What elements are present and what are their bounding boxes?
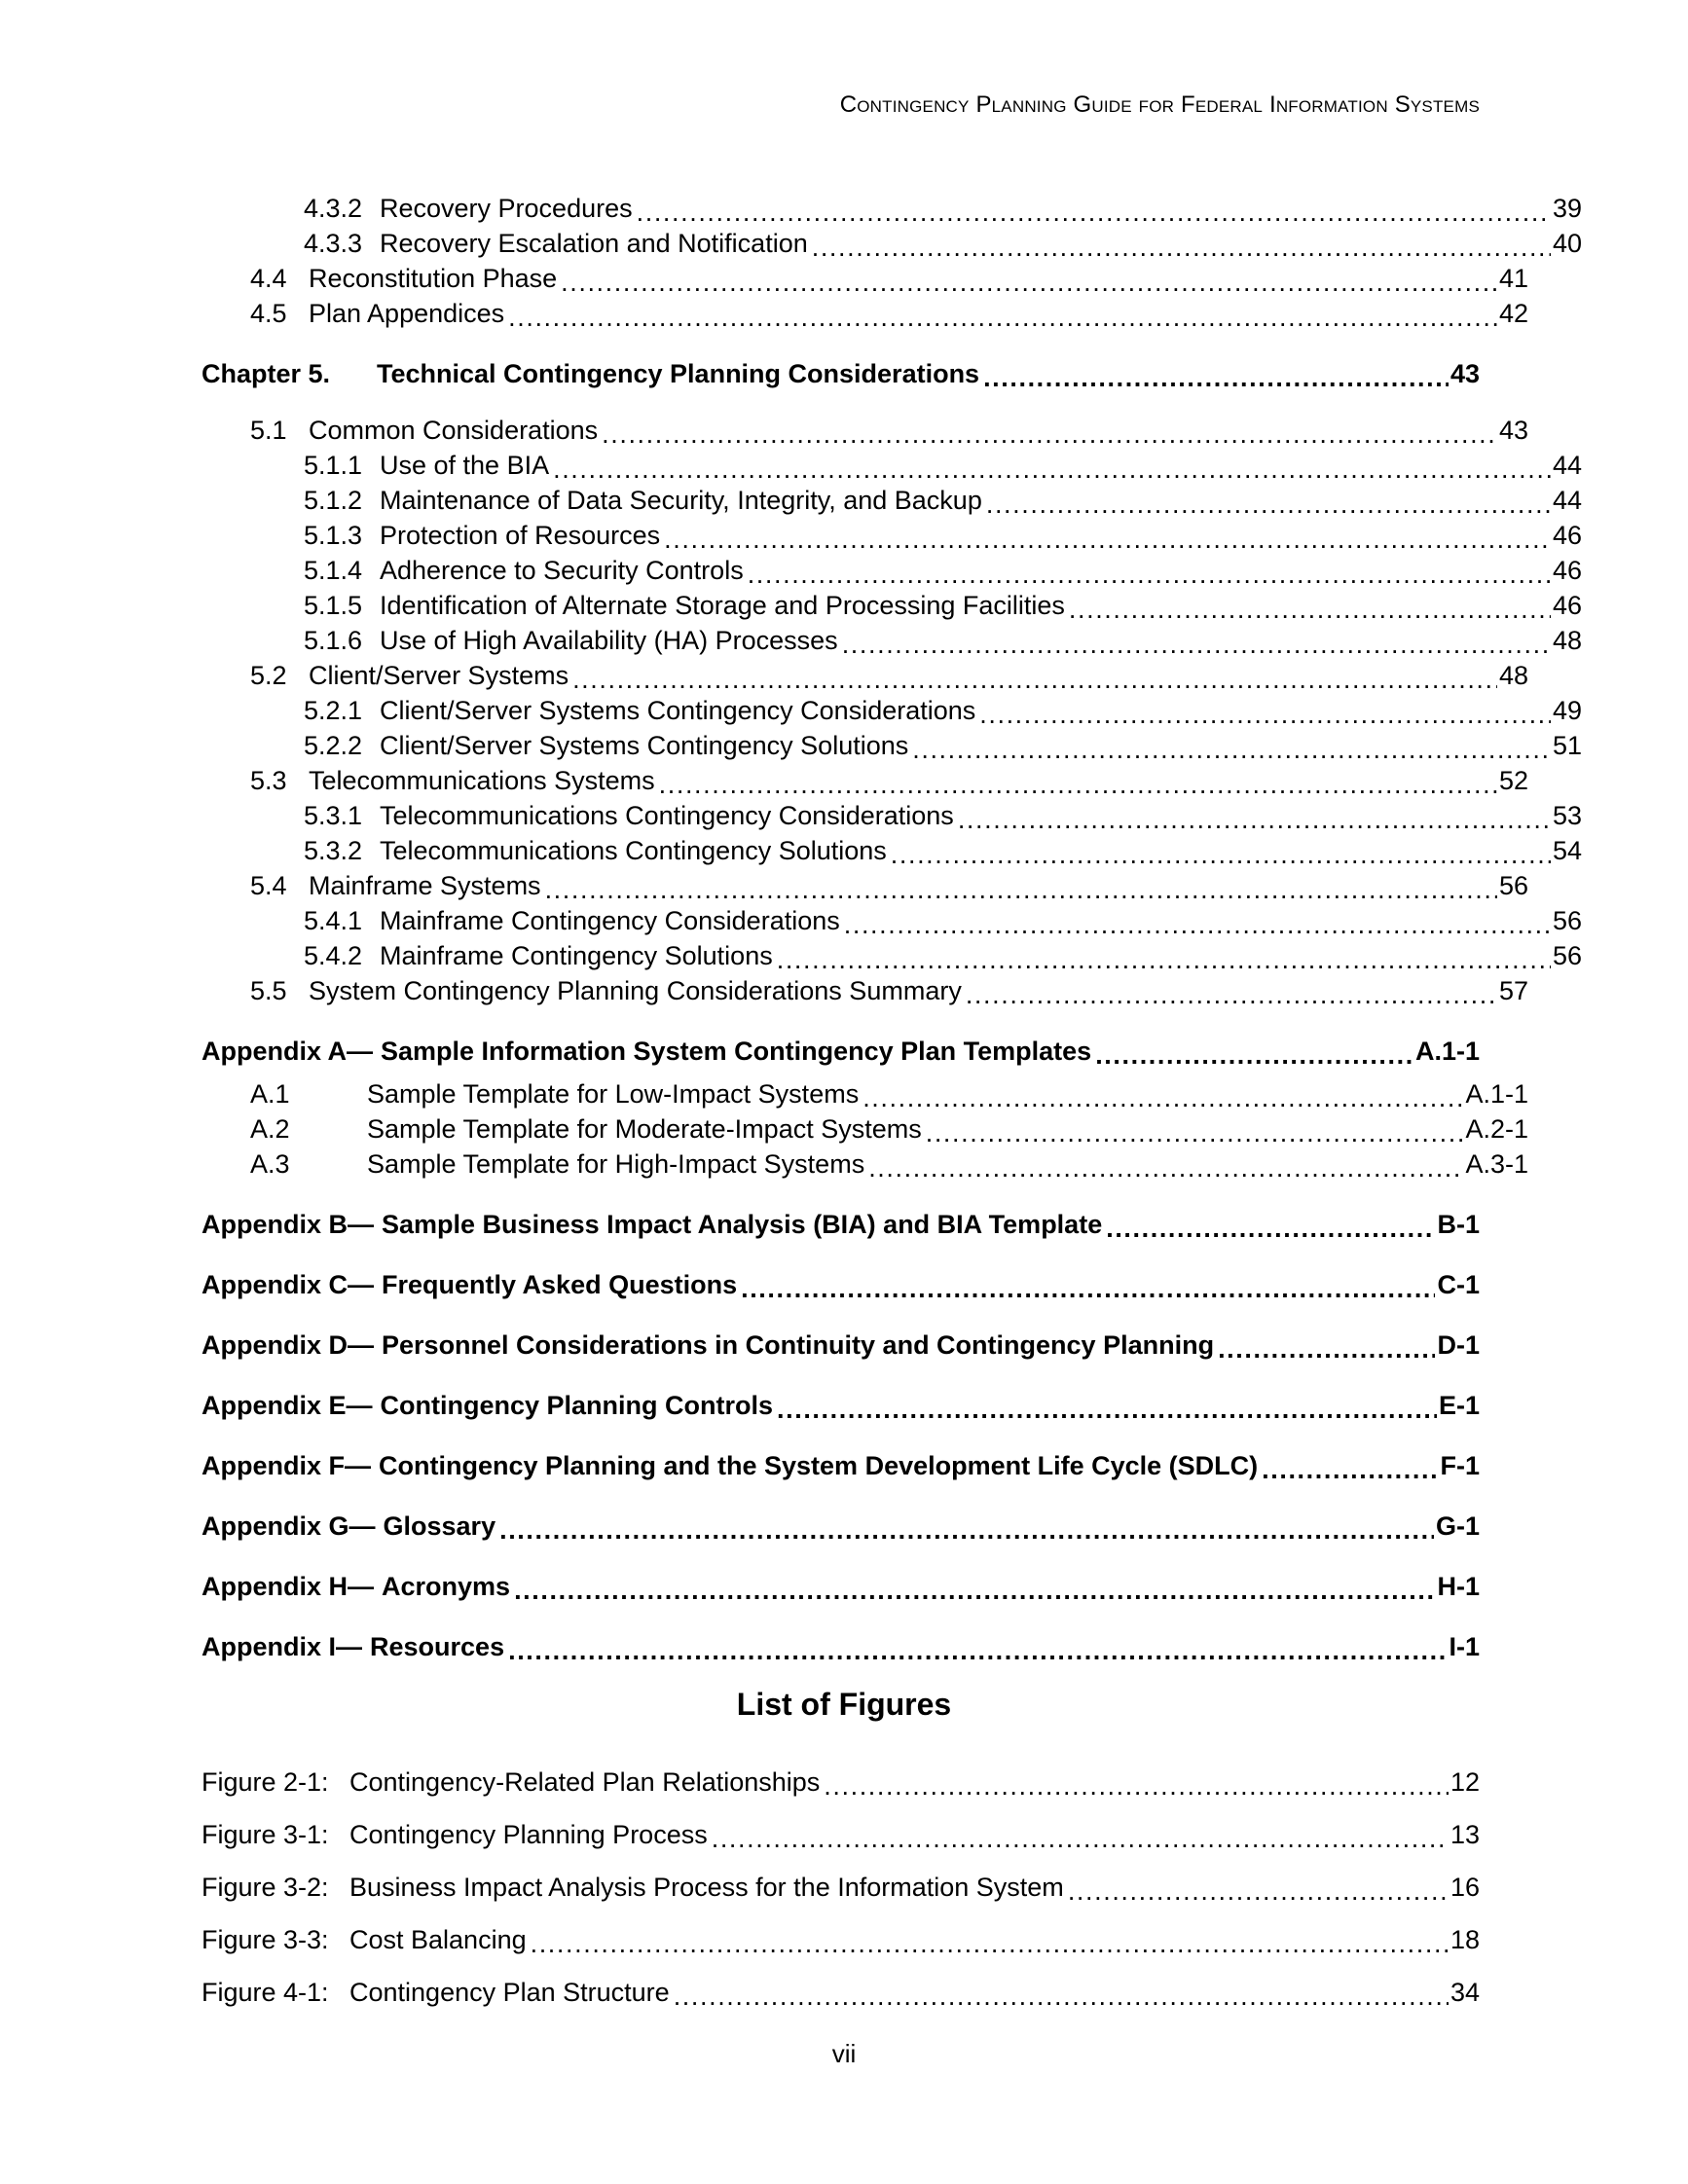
toc-entry-page-number: 48 <box>1552 626 1582 655</box>
dot-leader <box>531 1931 1449 1957</box>
toc-appendix-entry-number: Appendix E— <box>202 1391 373 1420</box>
toc-appendix-entry-title: Sample Business Impact Analysis (BIA) and BIA Template <box>382 1210 1103 1239</box>
toc-entry-page-number: 56 <box>1552 906 1582 935</box>
toc-entry-number: 5.1.3 <box>304 521 363 550</box>
toc-appendix-entry-title: Glossary <box>383 1511 496 1541</box>
toc-entry-title: Common Considerations <box>309 416 599 445</box>
toc-entry-page-number: 41 <box>1498 264 1528 293</box>
toc-appendix-entry-number: A.3 <box>250 1149 290 1179</box>
figure-entry[interactable] <box>202 1817 1480 1852</box>
toc-entry-page-number: 51 <box>1552 731 1582 760</box>
toc-entry-page-number: 43 <box>1449 359 1480 388</box>
page-number-footer: vii <box>831 2039 857 2068</box>
dot-leader <box>664 527 1551 553</box>
dot-leader <box>561 270 1497 296</box>
figure-entry[interactable] <box>202 1765 1480 1800</box>
dot-leader <box>514 1578 1435 1604</box>
toc-entry-number: 5.1.4 <box>304 556 363 585</box>
toc-entry-title: Recovery Procedures <box>380 194 633 223</box>
toc-appendix-entry-page-number: H-1 <box>1437 1572 1480 1601</box>
toc-entry-page-number: 48 <box>1498 661 1528 690</box>
dot-leader <box>891 842 1551 868</box>
dot-leader <box>958 807 1551 833</box>
toc-entry[interactable] <box>202 868 1528 903</box>
toc-entry-number: 5.3.1 <box>304 801 363 830</box>
figure-entry[interactable] <box>202 1870 1480 1905</box>
dot-leader <box>926 1120 1464 1147</box>
toc-appendix-entry[interactable] <box>202 1111 1528 1147</box>
toc-entry[interactable] <box>202 191 1582 226</box>
figure-entry-title: Contingency Planning Process <box>349 1820 708 1849</box>
dot-leader <box>1068 1878 1449 1905</box>
dot-leader <box>812 235 1551 261</box>
list-of-figures <box>202 1765 1480 2027</box>
toc-appendix-entry-number: Appendix H— <box>202 1572 375 1601</box>
dot-leader <box>986 491 1551 518</box>
toc-entry-number: 5.4.2 <box>304 941 363 970</box>
toc-appendix-entry[interactable] <box>202 1509 1480 1544</box>
toc-entry-title: Telecommunications Contingency Solutions <box>380 836 887 865</box>
toc-entry-number: 5.1 <box>250 416 287 445</box>
toc-entry-title: Protection of Resources <box>380 521 661 550</box>
toc-entry[interactable] <box>202 763 1528 798</box>
toc-entry-page-number: 40 <box>1552 229 1582 258</box>
dot-leader <box>545 877 1497 903</box>
dot-leader <box>777 1397 1437 1423</box>
toc-entry[interactable] <box>202 296 1528 331</box>
toc-entry-page-number: 39 <box>1552 194 1582 223</box>
dot-leader <box>659 772 1497 798</box>
toc-appendix-entry-number: A.1 <box>250 1079 290 1109</box>
dot-leader <box>748 562 1551 588</box>
toc-entry-title: Mainframe Contingency Solutions <box>380 941 773 970</box>
dot-leader <box>741 1276 1435 1302</box>
toc-entry-number: 5.1.5 <box>304 591 363 620</box>
toc-entry[interactable] <box>202 226 1582 261</box>
toc-appendix-entry-title: Sample Template for High-Impact Systems <box>367 1149 865 1179</box>
toc-entry-number: 5.2 <box>250 661 287 690</box>
figure-entry-number: Figure 2-1: <box>202 1767 329 1797</box>
toc-appendix-entry-page-number: F-1 <box>1440 1451 1480 1480</box>
toc-entry-title: Plan Appendices <box>309 299 505 328</box>
toc-appendix-entry-number: A.2 <box>250 1114 290 1144</box>
toc-appendix-entry[interactable] <box>202 1328 1480 1363</box>
toc-entry-number: 4.5 <box>250 299 287 328</box>
toc-entry[interactable] <box>202 728 1582 763</box>
toc-entry-title: System Contingency Planning Considerations Summary <box>309 976 962 1005</box>
running-header: Contingency Planning Guide for Federal Information Systems <box>839 91 1480 118</box>
dot-leader <box>979 702 1551 728</box>
toc-entry-page-number: 46 <box>1552 591 1582 620</box>
toc-appendix-entry[interactable] <box>202 1034 1480 1069</box>
toc-entry-title: Adherence to Security Controls <box>380 556 744 585</box>
dot-leader <box>862 1085 1463 1111</box>
dot-leader <box>1095 1042 1413 1069</box>
toc-entry-number: 5.3 <box>250 766 287 795</box>
toc-appendix-entry-title: Contingency Planning Controls <box>380 1391 774 1420</box>
toc-entry-page-number: 52 <box>1498 766 1528 795</box>
dot-leader <box>1106 1216 1435 1242</box>
toc-entry[interactable] <box>202 261 1528 296</box>
dot-leader <box>868 1155 1463 1182</box>
table-of-contents <box>202 191 1582 1664</box>
toc-appendix-entry-page-number: G-1 <box>1435 1511 1480 1541</box>
toc-entry-title: Telecommunications Contingency Considerations <box>380 801 954 830</box>
toc-appendix-entry-page-number: I-1 <box>1449 1632 1480 1661</box>
figure-entry-title: Business Impact Analysis Process for the Information System <box>349 1873 1064 1902</box>
figure-entry-number: Figure 3-3: <box>202 1925 329 1954</box>
toc-entry-title: Identification of Alternate Storage and Processing Facilities <box>380 591 1065 620</box>
toc-appendix-entry-number: Appendix A— <box>202 1037 374 1066</box>
toc-entry-number: 5.4.1 <box>304 906 363 935</box>
toc-entry[interactable] <box>202 623 1582 658</box>
dot-leader <box>572 667 1497 693</box>
toc-appendix-entry-title: Frequently Asked Questions <box>382 1270 738 1299</box>
toc-appendix-entry-number: Appendix D— <box>202 1330 375 1360</box>
toc-appendix-entry-page-number: A.3-1 <box>1465 1149 1528 1179</box>
toc-entry-number: 4.3.2 <box>304 194 363 223</box>
toc-entry-number: 5.2.2 <box>304 731 363 760</box>
toc-appendix-entry[interactable] <box>202 1147 1528 1182</box>
toc-entry-title: Mainframe Contingency Considerations <box>380 906 840 935</box>
figure-entry-page-number: 13 <box>1449 1820 1480 1849</box>
toc-entry-number: 5.1.2 <box>304 486 363 515</box>
toc-appendix-entry[interactable] <box>202 1629 1480 1664</box>
toc-appendix-entry[interactable] <box>202 1076 1528 1111</box>
figure-entry-page-number: 16 <box>1449 1873 1480 1902</box>
toc-appendix-entry-page-number: A.1-1 <box>1414 1037 1480 1066</box>
toc-appendix-entry-page-number: D-1 <box>1437 1330 1480 1360</box>
toc-entry-number: 4.4 <box>250 264 287 293</box>
toc-appendix-entry-title: Sample Template for Moderate-Impact Systems <box>367 1114 922 1144</box>
toc-entry-number: 5.2.1 <box>304 696 363 725</box>
toc-entry-page-number: 56 <box>1498 871 1528 900</box>
toc-entry-number: Chapter 5. <box>202 359 331 388</box>
dot-leader <box>1262 1457 1438 1483</box>
toc-entry-title: Maintenance of Data Security, Integrity, and Backup <box>380 486 982 515</box>
toc-appendix-entry-page-number: E-1 <box>1438 1391 1480 1420</box>
figure-entry-page-number: 12 <box>1449 1767 1480 1797</box>
toc-appendix-entry[interactable] <box>202 1569 1480 1604</box>
dot-leader <box>777 947 1551 973</box>
figure-entry-title: Cost Balancing <box>349 1925 527 1954</box>
toc-entry-title: Technical Contingency Planning Considerations <box>377 359 980 388</box>
figure-entry-page-number: 18 <box>1449 1925 1480 1954</box>
dot-leader <box>508 1638 1447 1664</box>
toc-appendix-entry-number: Appendix F— <box>202 1451 371 1480</box>
toc-entry[interactable] <box>202 903 1582 938</box>
list-of-figures-heading: List of Figures <box>736 1687 952 1722</box>
toc-entry-page-number: 53 <box>1552 801 1582 830</box>
toc-entry-title: Use of High Availability (HA) Processes <box>380 626 838 655</box>
toc-appendix-entry-title: Sample Template for Low-Impact Systems <box>367 1079 860 1109</box>
dot-leader <box>844 912 1551 938</box>
dot-leader <box>674 1984 1449 2010</box>
toc-entry-number: 5.3.2 <box>304 836 363 865</box>
toc-entry[interactable] <box>202 938 1582 973</box>
toc-entry[interactable] <box>202 483 1582 518</box>
toc-entry[interactable] <box>202 973 1528 1008</box>
toc-entry-page-number: 54 <box>1552 836 1582 865</box>
figure-entry-title: Contingency Plan Structure <box>349 1978 670 2007</box>
toc-entry[interactable] <box>202 448 1582 483</box>
dot-leader <box>553 456 1551 483</box>
dot-leader <box>912 737 1551 763</box>
toc-appendix-entry-title: Acronyms <box>382 1572 511 1601</box>
toc-appendix-entry[interactable] <box>202 1267 1480 1302</box>
dot-leader <box>508 305 1497 331</box>
toc-appendix-entry[interactable] <box>202 1448 1480 1483</box>
figure-entry-number: Figure 3-1: <box>202 1820 329 1849</box>
figure-entry-number: Figure 4-1: <box>202 1978 329 2007</box>
toc-appendix-entry-title: Sample Information System Contingency Plan Templates <box>381 1037 1092 1066</box>
dot-leader <box>1218 1336 1435 1363</box>
figure-entry[interactable] <box>202 1975 1480 2010</box>
toc-appendix-entry-number: Appendix B— <box>202 1210 375 1239</box>
toc-entry-page-number: 56 <box>1552 941 1582 970</box>
toc-entry-page-number: 49 <box>1552 696 1582 725</box>
toc-entry-title: Reconstitution Phase <box>309 264 558 293</box>
toc-entry[interactable] <box>202 356 1480 391</box>
dot-leader <box>637 200 1551 226</box>
toc-appendix-entry-title: Resources <box>370 1632 505 1661</box>
dot-leader <box>1069 597 1551 623</box>
dot-leader <box>966 982 1497 1008</box>
toc-entry-page-number: 57 <box>1498 976 1528 1005</box>
toc-appendix-entry-number: Appendix C— <box>202 1270 375 1299</box>
toc-entry-title: Telecommunications Systems <box>309 766 655 795</box>
toc-appendix-entry-page-number: C-1 <box>1437 1270 1480 1299</box>
toc-entry[interactable] <box>202 413 1528 448</box>
toc-entry-page-number: 46 <box>1552 556 1582 585</box>
toc-appendix-entry-title: Contingency Planning and the System Development Life Cycle (SDLC) <box>379 1451 1259 1480</box>
toc-entry-page-number: 46 <box>1552 521 1582 550</box>
figure-entry-number: Figure 3-2: <box>202 1873 329 1902</box>
toc-appendix-entry[interactable] <box>202 1388 1480 1423</box>
toc-appendix-entry-page-number: A.1-1 <box>1465 1079 1528 1109</box>
toc-entry[interactable] <box>202 798 1582 833</box>
toc-entry-number: 5.4 <box>250 871 287 900</box>
toc-entry-page-number: 42 <box>1498 299 1528 328</box>
toc-entry-title: Client/Server Systems Contingency Considerations <box>380 696 976 725</box>
figure-entry-title: Contingency-Related Plan Relationships <box>349 1767 821 1797</box>
toc-entry-page-number: 44 <box>1552 486 1582 515</box>
dot-leader <box>712 1826 1449 1852</box>
toc-appendix-entry-title: Personnel Considerations in Continuity and Contingency Planning <box>382 1330 1215 1360</box>
toc-appendix-entry-page-number: B-1 <box>1437 1210 1480 1239</box>
figure-entry-page-number: 34 <box>1449 1978 1480 2007</box>
toc-appendix-entry-page-number: A.2-1 <box>1465 1114 1528 1144</box>
toc-entry[interactable] <box>202 833 1582 868</box>
toc-entry-page-number: 44 <box>1552 451 1582 480</box>
toc-entry-number: 5.5 <box>250 976 287 1005</box>
toc-appendix-entry-number: Appendix G— <box>202 1511 376 1541</box>
toc-entry-number: 5.1.6 <box>304 626 363 655</box>
toc-entry-title: Mainframe Systems <box>309 871 541 900</box>
toc-entry[interactable] <box>202 658 1528 693</box>
toc-entry-number: 5.1.1 <box>304 451 363 480</box>
toc-entry-title: Client/Server Systems <box>309 661 569 690</box>
dot-leader <box>824 1773 1449 1800</box>
toc-entry[interactable] <box>202 588 1582 623</box>
toc-entry[interactable] <box>202 518 1582 553</box>
toc-entry-title: Use of the BIA <box>380 451 550 480</box>
toc-appendix-entry-number: Appendix I— <box>202 1632 363 1661</box>
toc-entry[interactable] <box>202 553 1582 588</box>
dot-leader <box>983 365 1449 391</box>
figure-entry[interactable] <box>202 1922 1480 1957</box>
toc-entry-title: Recovery Escalation and Notification <box>380 229 808 258</box>
dot-leader <box>842 632 1551 658</box>
dot-leader <box>499 1517 1434 1544</box>
toc-entry-number: 4.3.3 <box>304 229 363 258</box>
toc-entry[interactable] <box>202 693 1582 728</box>
dot-leader <box>602 421 1497 448</box>
toc-entry-title: Client/Server Systems Contingency Solutions <box>380 731 909 760</box>
toc-entry-page-number: 43 <box>1498 416 1528 445</box>
toc-appendix-entry[interactable] <box>202 1207 1480 1242</box>
